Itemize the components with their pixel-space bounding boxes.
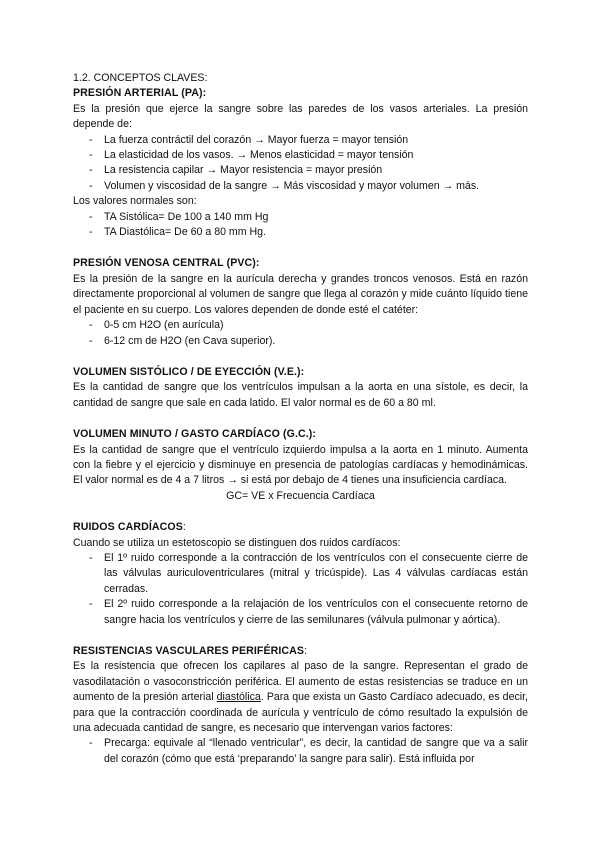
section-title: 1.2. CONCEPTOS CLAVES:	[73, 72, 208, 84]
rvp-text-underlined: diastólica	[216, 691, 261, 704]
pa-heading: PRESIÓN ARTERIAL (PA):	[73, 87, 207, 100]
pvc-text: Es la presión de la sangre en la aurícula derecha y grandes troncos venosos. Está en razón directamente proporcional al volumen de sangre que llega al corazón y mide cuánto líquido tiene el paciente en su cuerpo. Los valores dependen de donde esté el catéter:	[73, 272, 528, 316]
pvc-list-item: - 0-5 cm H2O (en aurícula)	[73, 318, 528, 333]
ruidos-list-item: - El 1º ruido corresponde a la contracción de los ventrículos con el consecuente cierre de las válvulas auriculoventriculares (mitral y tricúspide). Las 4 válvulas cardíacas están cerradas.	[73, 551, 528, 597]
pa-normal-list	[73, 210, 528, 241]
pa-list-item: - La fuerza contráctil del corazón → Mayor fuerza = mayor tensión	[73, 133, 528, 148]
ruidos-heading	[73, 520, 528, 535]
pvc-list	[73, 318, 528, 349]
pa-list-item: - La elasticidad de los vasos. → Menos elasticidad = mayor tensión	[73, 148, 528, 163]
pa-normal-item: - TA Sistólica= De 100 a 140 mm Hg	[73, 210, 528, 225]
pa-intro: Es la presión que ejerce la sangre sobre las paredes de los vasos arteriales. La presión depende de:	[73, 102, 528, 131]
rvp-text	[73, 659, 528, 736]
ruidos-heading-text: RUIDOS CARDÍACOS	[73, 521, 183, 534]
gc-text: Es la cantidad de sangre que el ventrículo izquierdo impulsa a la aorta en 1 minuto. Aumenta con la fiebre y el ejercicio y disminuye en presencia de patologías cardíacas y hemodinámicas. El valor normal es de 4 a 7 litros → si está por debajo de 4 tienes una insuficiencia cardíaca.	[73, 443, 528, 487]
gc-formula: GC= VE x Frecuencia Cardíaca	[226, 489, 375, 502]
spacer	[73, 240, 528, 256]
spacer	[73, 504, 528, 520]
rvp-text-after: . Para que exista un Gasto Cardíaco adecuado, es decir, para que la contracción coordinada de aurícula y ventrículo de cómo resultado la expulsión de una adecuada cantidad de sangre, es necesario que intervengan varios factores:	[73, 691, 528, 735]
ve-text: Es la cantidad de sangre que los ventrículos impulsan a la aorta en una sístole, es decir, la cantidad de sangre que sale en cada latido. El valor normal es de 60 a 80 ml.	[73, 381, 528, 409]
spacer	[73, 628, 528, 644]
gc-heading: VOLUMEN MINUTO / GASTO CARDÍACO (G.C.):	[73, 428, 317, 441]
rvp-list	[73, 736, 528, 767]
rvp-heading	[73, 644, 528, 659]
rvp-text-before: Es la resistencia que ofrecen los capilares al paso de la sangre. Representan el grado de vasodilatación o vasoconstricción periférica. El aumento de estas resistencias se traduce en un aumento de la presión arterial	[73, 660, 528, 704]
spacer	[73, 411, 528, 427]
ruidos-heading-colon: :	[182, 521, 186, 534]
rvp-heading-text: RESISTENCIAS VASCULARES PERIFÉRICAS	[73, 645, 305, 657]
document-content	[73, 71, 528, 767]
rvp-heading-colon: :	[304, 645, 308, 657]
spacer	[73, 349, 528, 365]
pvc-list-item: - 6-12 cm de H2O (en Cava superior).	[73, 334, 528, 349]
ruidos-intro: Cuando se utiliza un estetoscopio se distinguen dos ruidos cardíacos:	[73, 536, 401, 549]
pa-list-item: - Volumen y viscosidad de la sangre → Más viscosidad y mayor volumen → más.	[73, 179, 528, 194]
pa-normal-label: Los valores normales son:	[73, 195, 197, 208]
pa-list	[73, 133, 528, 195]
ruidos-list	[73, 551, 528, 628]
rvp-list-item: - Precarga: equivale al “llenado ventricular”, es decir, la cantidad de sangre que va a salir del corazón (cómo que está ‘preparando’ la sangre para salir). Está influida por	[73, 736, 528, 767]
pa-normal-item: - TA Diastólica= De 60 a 80 mm Hg.	[73, 225, 528, 240]
pa-list-item: - La resistencia capilar → Mayor resistencia = mayor presión	[73, 163, 528, 178]
ve-heading: VOLUMEN SISTÓLICO / DE EYECCIÓN (V.E.):	[73, 365, 305, 378]
ruidos-list-item: - El 2º ruido corresponde a la relajación de los ventrículos con el consecuente retorno de sangre hacia los ventrículos y cierre de las semilunares (válvula pulmonar y aórtica).	[73, 597, 528, 628]
pvc-heading: PRESIÓN VENOSA CENTRAL (PVC):	[73, 257, 260, 270]
